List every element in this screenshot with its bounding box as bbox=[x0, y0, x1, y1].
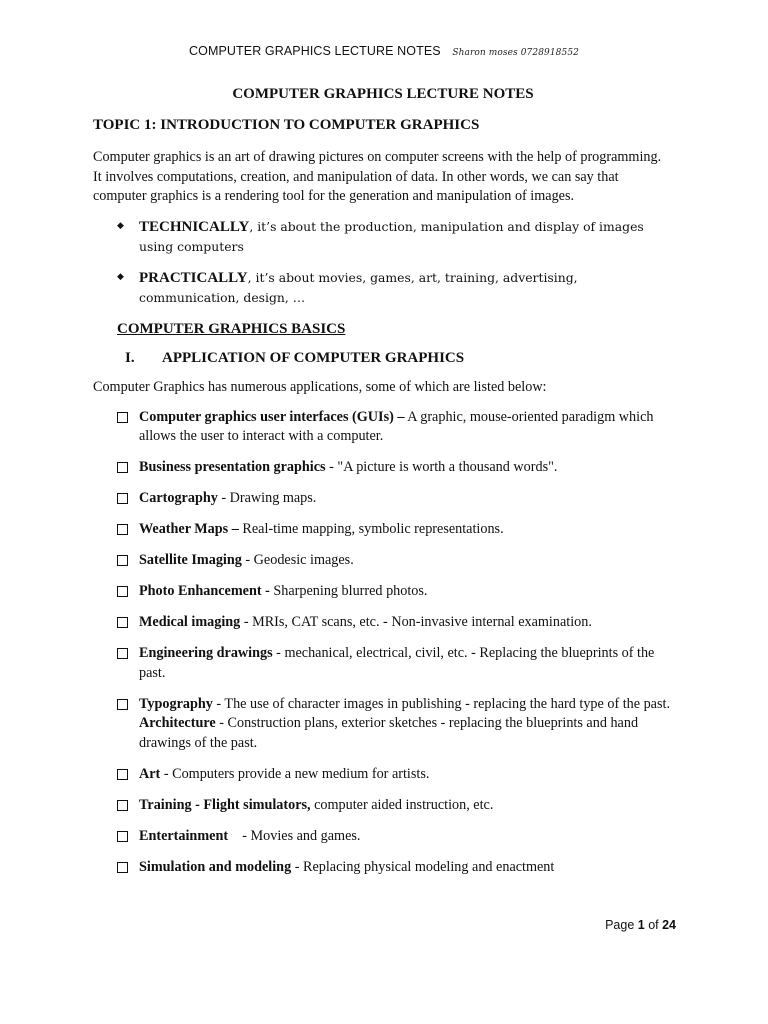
item-term: Typography bbox=[139, 695, 213, 712]
diamond-bullet-icon: ◆ bbox=[117, 220, 124, 231]
document-title: COMPUTER GRAPHICS LECTURE NOTES bbox=[232, 86, 534, 102]
item-text: - MRIs, CAT scans, etc. - Non-invasive internal examination. bbox=[240, 614, 592, 630]
page-content bbox=[93, 86, 673, 889]
item-term: Medical imaging bbox=[139, 614, 241, 630]
list-item bbox=[93, 520, 673, 540]
item-text: - mechanical, electrical, civil, etc. - Replacing the blueprints of the past. bbox=[139, 645, 655, 681]
item-text: - "A picture is worth a thousand words". bbox=[325, 459, 558, 475]
list-item bbox=[93, 695, 673, 754]
page-of-label: of bbox=[644, 918, 663, 932]
page-footer bbox=[605, 918, 676, 932]
checkbox-bullet-icon bbox=[117, 769, 128, 780]
running-header bbox=[0, 44, 768, 58]
checkbox-bullet-icon bbox=[117, 586, 128, 597]
item-text: - Movies and games. bbox=[228, 827, 361, 844]
topic-heading: TOPIC 1: INTRODUCTION TO COMPUTER GRAPHICS bbox=[93, 117, 480, 133]
checkbox-bullet-icon bbox=[117, 493, 128, 504]
item-text: A graphic, mouse-oriented paradigm which allows the user to interact with a computer. bbox=[139, 408, 654, 444]
item-term: Engineering drawings bbox=[139, 645, 273, 661]
item-term: Business presentation graphics bbox=[139, 459, 326, 475]
item-term: Photo Enhancement - bbox=[139, 583, 270, 599]
checkbox-bullet-icon bbox=[117, 699, 128, 710]
list-item bbox=[93, 644, 673, 683]
item-text: - The use of character images in publishing - replacing the hard type of the past. bbox=[212, 695, 670, 712]
section-heading-basics: COMPUTER GRAPHICS BASICS bbox=[117, 320, 346, 337]
list-item bbox=[93, 765, 673, 785]
item-text: Sharpening blurred photos. bbox=[269, 583, 428, 599]
item-term: Simulation and modeling bbox=[139, 858, 292, 875]
definition-bullets bbox=[93, 217, 673, 307]
author-signature: Sharon moses 0728918552 bbox=[452, 48, 579, 58]
checkbox-bullet-icon bbox=[117, 462, 128, 473]
item-text: - Geodesic images. bbox=[241, 552, 354, 568]
page-label: Page bbox=[605, 918, 638, 932]
item-term-secondary: Architecture bbox=[139, 715, 216, 731]
item-term: Satellite Imaging bbox=[139, 552, 242, 568]
checkbox-bullet-icon bbox=[117, 800, 128, 811]
item-term: Weather Maps – bbox=[139, 521, 239, 537]
item-text: computer aided instruction, etc. bbox=[310, 796, 494, 813]
checkbox-bullet-icon bbox=[117, 831, 128, 842]
page-current: 1 bbox=[637, 918, 645, 932]
bullet-term: PRACTICALLY bbox=[139, 269, 248, 286]
diamond-bullet-icon: ◆ bbox=[117, 271, 124, 282]
bullet-item bbox=[93, 268, 673, 307]
item-text-secondary: - Construction plans, exterior sketches - replacing the blueprints and hand drawings of the past. bbox=[139, 715, 639, 751]
subsection-heading-applications bbox=[125, 350, 673, 367]
list-item bbox=[93, 458, 673, 478]
list-item bbox=[93, 408, 673, 447]
checkbox-bullet-icon bbox=[117, 555, 128, 566]
list-item bbox=[93, 796, 673, 816]
running-title: COMPUTER GRAPHICS LECTURE NOTES bbox=[189, 44, 441, 58]
subsection-number: I. bbox=[125, 349, 135, 366]
page-total: 24 bbox=[662, 918, 676, 932]
item-text: - Computers provide a new medium for artists. bbox=[160, 765, 430, 782]
checkbox-bullet-icon bbox=[117, 524, 128, 535]
item-text: Real-time mapping, symbolic representations. bbox=[238, 521, 504, 537]
list-item bbox=[93, 582, 673, 602]
list-item bbox=[93, 489, 673, 509]
bullet-item bbox=[93, 217, 673, 256]
bullet-text: , it’s about movies, games, art, training, advertising, communication, design, … bbox=[139, 269, 578, 305]
item-term: Cartography bbox=[139, 490, 218, 506]
list-item bbox=[93, 613, 673, 633]
applications-list bbox=[93, 408, 673, 878]
applications-intro: Computer Graphics has numerous applications, some of which are listed below: bbox=[93, 378, 547, 395]
bullet-text: , it’s about the production, manipulation and display of images using computers bbox=[139, 218, 644, 254]
item-text: - Drawing maps. bbox=[217, 490, 317, 506]
item-term: Entertainment bbox=[139, 827, 229, 844]
checkbox-bullet-icon bbox=[117, 617, 128, 628]
intro-paragraph: Computer graphics is an art of drawing pictures on computer screens with the help of programming. It involves computations, creation, and manipulation of data. In other words, we can say that computer graphics is a rendering tool for the generation and manipulation of images. bbox=[93, 149, 662, 204]
item-term: Computer graphics user interfaces (GUIs) – bbox=[139, 408, 405, 425]
checkbox-bullet-icon bbox=[117, 648, 128, 659]
list-item bbox=[93, 551, 673, 571]
subsection-title: APPLICATION OF COMPUTER GRAPHICS bbox=[162, 349, 465, 366]
bullet-term: TECHNICALLY bbox=[139, 218, 250, 235]
item-term: Training - Flight simulators, bbox=[139, 796, 311, 813]
list-item bbox=[93, 858, 673, 878]
item-term: Art bbox=[139, 765, 161, 782]
checkbox-bullet-icon bbox=[117, 412, 128, 423]
list-item bbox=[93, 827, 673, 847]
item-text: - Replacing physical modeling and enactment bbox=[291, 858, 555, 875]
checkbox-bullet-icon bbox=[117, 862, 128, 873]
